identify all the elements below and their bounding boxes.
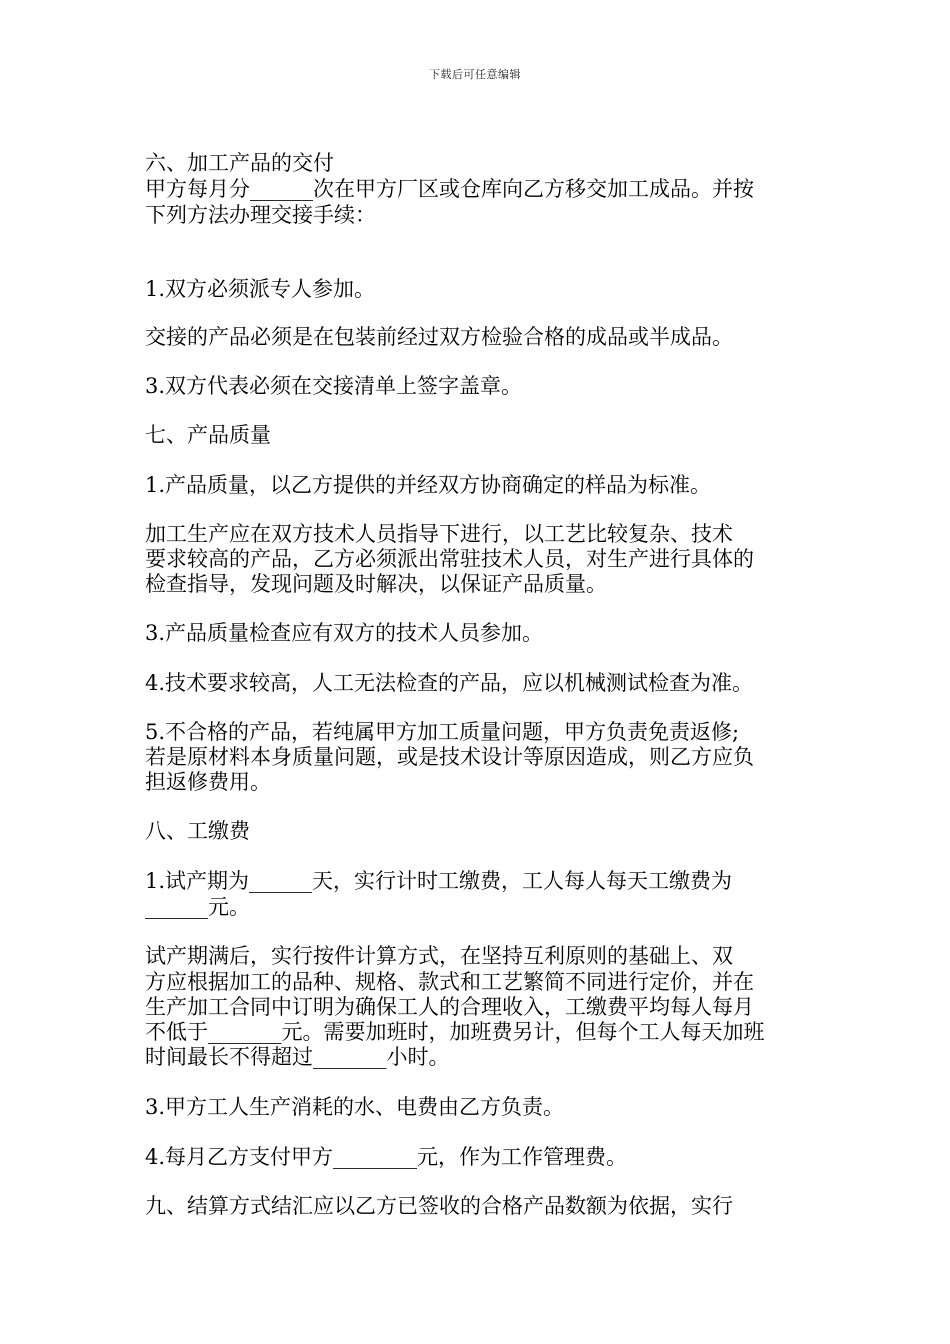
text-line: 3.双方代表必须在交接清单上签字盖章。 (145, 374, 523, 398)
text-line: 下列方法办理交接手续： (145, 203, 376, 227)
text-line: 试产期满后，实行按件计算方式，在坚持互利原则的基础上、双 (145, 944, 733, 968)
text-line: 六、加工产品的交付 (145, 151, 334, 175)
text-line: 若是原材料本身质量问题，或是技术设计等原因造成，则乙方应负 (145, 745, 754, 769)
text-line: 九、结算方式结汇应以乙方已签收的合格产品数额为依据，实行 (145, 1194, 733, 1218)
text-line: 3.甲方工人生产消耗的水、电费由乙方负责。 (145, 1095, 565, 1119)
text-line: ______元。 (145, 895, 250, 919)
text-line: 加工生产应在双方技术人员指导下进行，以工艺比较复杂、技术 (145, 522, 733, 546)
text-line: 3.产品质量检查应有双方的技术人员参加。 (145, 621, 544, 645)
text-line: 方应根据加工的品种、规格、款式和工艺繁简不同进行定价，并在 (145, 970, 754, 994)
page-header: 下载后可任意编辑 (429, 68, 521, 81)
text-line: 检查指导，发现问题及时解决，以保证产品质量。 (145, 572, 607, 596)
text-line: 生产加工合同中订明为确保工人的合理收入，工缴费平均每人每月 (145, 995, 754, 1019)
text-line: 八、工缴费 (145, 819, 250, 843)
text-line: 1.产品质量，以乙方提供的并经双方协商确定的样品为标准。 (145, 473, 712, 497)
text-line: 不低于_______元。需要加班时，加班费另计，但每个工人每天加班 (145, 1020, 765, 1044)
text-line: 4.技术要求较高，人工无法检查的产品，应以机械测试检查为准。 (145, 671, 754, 695)
text-line: 1.双方必须派专人参加。 (145, 277, 376, 301)
text-line: 1.试产期为______天，实行计时工缴费，工人每人每天工缴费为 (145, 869, 733, 893)
text-line: 七、产品质量 (145, 423, 271, 447)
text-line: 交接的产品必须是在包装前经过双方检验合格的成品或半成品。 (145, 325, 733, 349)
text-line: 担返修费用。 (145, 770, 271, 794)
text-line: 5.不合格的产品，若纯属甲方加工质量问题，甲方负责免责返修; (145, 720, 740, 744)
text-line: 要求较高的产品，乙方必须派出常驻技术人员，对生产进行具体的 (145, 547, 754, 571)
text-line: 甲方每月分______次在甲方厂区或仓库向乙方移交加工成品。并按 (145, 177, 754, 201)
text-line: 时间最长不得超过_______小时。 (145, 1045, 450, 1069)
text-line: 4.每月乙方支付甲方________元，作为工作管理费。 (145, 1145, 628, 1169)
